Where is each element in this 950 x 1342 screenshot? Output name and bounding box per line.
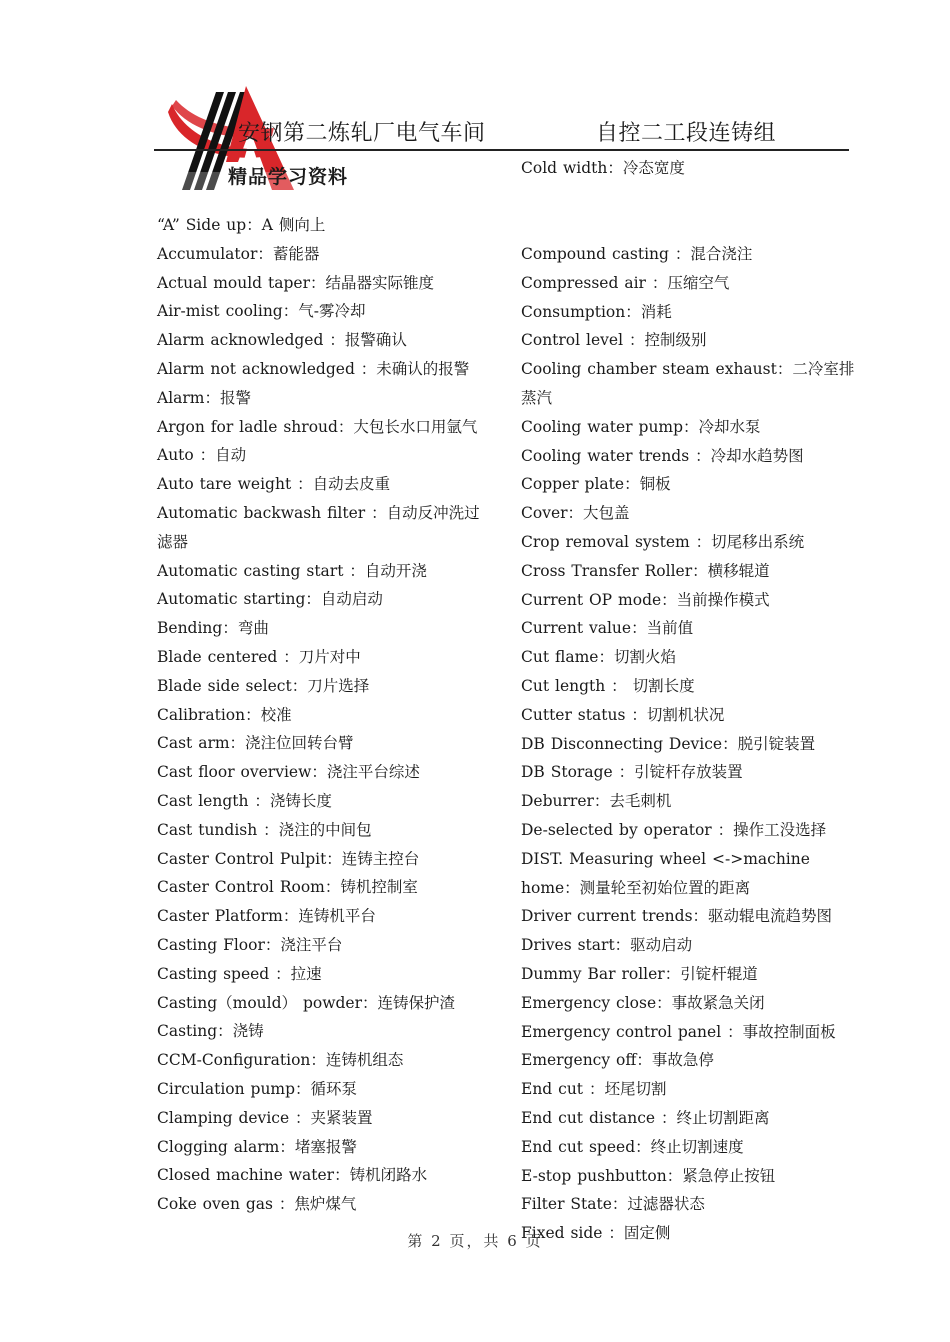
header-left-title: 安钢第二炼轧厂电气车间: [238, 121, 486, 146]
glossary-entry: Emergency control panel ：事故控制面板: [521, 1022, 836, 1041]
glossary-entry: Accumulator：蓄能器: [157, 244, 320, 263]
glossary-entry: Cast tundish ：浇注的中间包: [157, 820, 372, 839]
glossary-entry: Calibration：校准: [157, 705, 292, 724]
glossary-entry: Automatic casting start ：自动开浇: [157, 561, 427, 580]
glossary-entry: Control level ：控制级别: [521, 331, 707, 350]
glossary-entry: Compound casting ：混合浇注: [521, 245, 753, 263]
glossary-entry: Caster Platform：连铸机平台: [157, 907, 376, 926]
glossary-entry: Driver current trends：驱动辊电流趋势图: [521, 907, 833, 926]
glossary-entry: End cut ：坯尾切割: [521, 1080, 667, 1099]
header-right-title: 自控二工段连铸组: [596, 121, 777, 146]
glossary-entry: Deburrer：去毛刺机: [521, 792, 672, 811]
glossary-entry: Automatic starting：自动启动: [157, 590, 383, 609]
glossary-entry: Circulation pump：循环泵: [157, 1079, 358, 1098]
glossary-entry: Cross Transfer Roller：横移辊道: [521, 561, 770, 580]
glossary-entry: Emergency off：事故急停: [521, 1051, 714, 1070]
glossary-entry: Consumption：消耗: [521, 302, 672, 321]
glossary-entry: Filter State：过滤器状态: [521, 1195, 705, 1214]
glossary-entry: End cut distance ：终止切割距离: [521, 1108, 770, 1127]
glossary-column-left: [157, 211, 492, 1219]
glossary-entry: Cast length ：浇铸长度: [157, 791, 332, 810]
glossary-entry: Cooling chamber steam exhaust：二冷室排蒸汽: [521, 360, 855, 407]
glossary-entry: Caster Control Room：铸机控制室: [157, 878, 418, 897]
glossary-entry: Emergency close：事故紧急关闭: [521, 993, 765, 1012]
glossary-entry: Current OP mode：当前操作模式: [521, 590, 770, 609]
glossary-entry: Cutter status ：切割机状况: [521, 705, 725, 724]
glossary-entry: Blade side select：刀片选择: [157, 676, 370, 695]
glossary-entry: DB Storage ：引锭杆存放装置: [521, 763, 743, 782]
glossary-entry: Closed machine water：铸机闭路水: [157, 1166, 428, 1185]
page-footer: 第 2 页，共 6 页: [407, 1232, 543, 1250]
glossary-entry: Cooling water trends ：冷却水趋势图: [521, 446, 804, 465]
glossary-entry: Casting Floor：浇注平台: [157, 935, 343, 954]
glossary-entry: E-stop pushbutton：紧急停止按钮: [521, 1166, 776, 1185]
glossary-entry: Alarm：报警: [157, 388, 251, 407]
glossary-column-right: [521, 240, 856, 1248]
glossary-entry: Casting（mould） powder：连铸保护渣: [157, 993, 455, 1012]
glossary-entry: Auto tare weight ：自动去皮重: [157, 475, 391, 494]
glossary-entry: Clogging alarm：堵塞报警: [157, 1137, 357, 1156]
glossary-entry: Casting：浇铸: [157, 1022, 264, 1041]
glossary-entry: Alarm acknowledged ：报警确认: [157, 331, 407, 350]
glossary-entry: Casting speed ：拉速: [157, 964, 322, 983]
glossary-entry: Air-mist cooling：气-雾冷却: [157, 302, 366, 321]
header-subtitle: 精品学习资料: [228, 166, 349, 188]
glossary-entry: Dummy Bar roller：引锭杆辊道: [521, 964, 758, 983]
glossary-entry: Auto ：自动: [157, 446, 247, 465]
glossary-entry: Cut length ： 切割长度: [521, 676, 695, 695]
glossary-entry: De-selected by operator ：操作工没选择: [521, 820, 827, 839]
glossary-entry: Cover：大包盖: [521, 504, 630, 523]
glossary-entry: Argon for ladle shroud：大包长水口用氩气: [157, 417, 478, 436]
glossary-entry: CCM-Configuration：连铸机组态: [157, 1051, 404, 1070]
glossary-entry: End cut speed：终止切割速度: [521, 1137, 744, 1156]
glossary-entry: Caster Control Pulpit：连铸主控台: [157, 849, 420, 868]
glossary-entry: Crop removal system ：切尾移出系统: [521, 532, 805, 551]
glossary-entry: Alarm not acknowledged ：未确认的报警: [157, 359, 470, 378]
glossary-entry: Cast arm：浇注位回转台臂: [157, 734, 354, 753]
glossary-entry: Cast floor overview：浇注平台综述: [157, 763, 420, 782]
glossary-entry: Fixed side ：固定侧: [521, 1224, 671, 1243]
glossary-entry: Actual mould taper：结晶器实际锥度: [157, 273, 435, 292]
glossary-entry: Cooling water pump：冷却水泵: [521, 417, 761, 436]
glossary-entry: Coke oven gas ：焦炉煤气: [157, 1195, 357, 1214]
glossary-entry: Compressed air ：压缩空气: [521, 273, 730, 292]
glossary-entry: Bending：弯曲: [157, 619, 269, 638]
glossary-entry: Drives start：驱动启动: [521, 936, 693, 955]
glossary-entry: Automatic backwash filter ：自动反冲洗过滤器: [157, 503, 480, 551]
header-divider: [154, 149, 849, 151]
glossary-entry: “A” Side up：A 侧向上: [157, 216, 326, 234]
glossary-entry: DIST. Measuring wheel <->machine home：测量轮至初始位置的距离: [521, 849, 810, 897]
glossary-entry: Copper plate：铜板: [521, 475, 671, 494]
glossary-entry: Current value：当前值: [521, 619, 694, 638]
glossary-entry: Clamping device ：夹紧装置: [157, 1108, 373, 1127]
glossary-entry: Cut flame：切割火焰: [521, 648, 676, 667]
glossary-entry-right-top: Cold width：冷态宽度: [521, 159, 685, 177]
glossary-entry: DB Disconnecting Device：脱引锭装置: [521, 734, 816, 753]
glossary-entry: Blade centered ：刀片对中: [157, 647, 361, 666]
